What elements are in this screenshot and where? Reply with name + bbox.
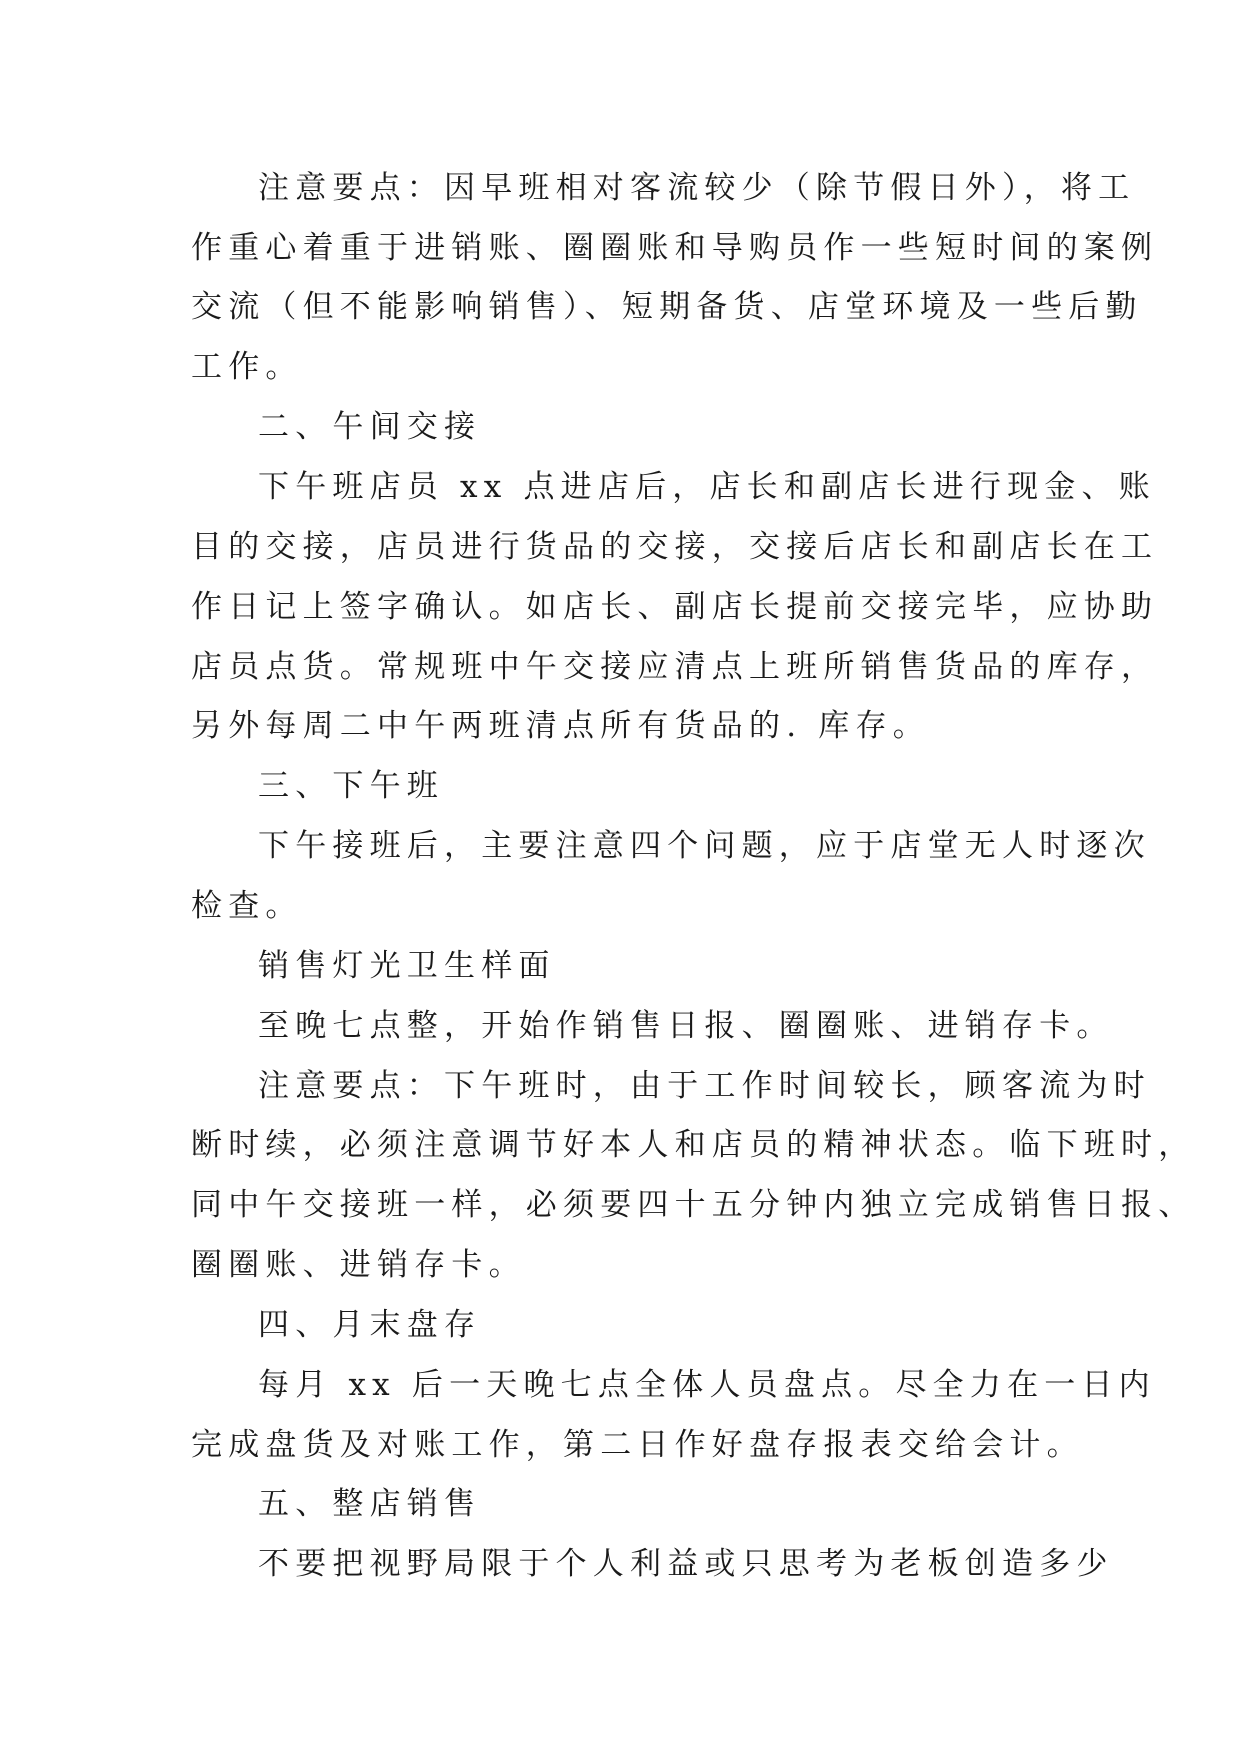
paragraph-line: 检查。 [191, 888, 303, 924]
paragraph-line: 同中午交接班一样，必须要四十五分钟内独立完成销售日报、 [191, 1187, 1196, 1223]
section-heading: 四、月末盘存 [258, 1307, 482, 1343]
paragraph-line: 店员点货。常规班中午交接应清点上班所销售货品的库存， [191, 649, 1159, 685]
paragraph-line: 注意要点：因早班相对客流较少（除节假日外），将工 [258, 170, 1136, 206]
paragraph-line: 不要把视野局限于个人利益或只思考为老板创造多少 [258, 1546, 1114, 1582]
paragraph-line: 作日记上签字确认。如店长、副店长提前交接完毕，应协助 [191, 589, 1159, 625]
paragraph-line: 工作。 [191, 349, 303, 385]
paragraph-line: 至晚七点整，开始作销售日报、圈圈账、进销存卡。 [258, 1008, 1114, 1044]
section-heading: 五、整店销售 [258, 1486, 482, 1522]
paragraph-line: 断时续，必须注意调节好本人和店员的精神状态。临下班时， [191, 1127, 1196, 1163]
paragraph-line: 目的交接，店员进行货品的交接，交接后店长和副店长在工 [191, 529, 1159, 565]
paragraph-line: 下午班店员 xx 点进店后，店长和副店长进行现金、账 [258, 469, 1156, 505]
paragraph-line: 完成盘货及对账工作，第二日作好盘存报表交给会计。 [191, 1427, 1084, 1463]
paragraph-line: 另外每周二中午两班清点所有货品的. 库存。 [191, 708, 930, 744]
paragraph-line: 注意要点：下午班时，由于工作时间较长，顾客流为时 [258, 1068, 1151, 1104]
paragraph-line: 下午接班后，主要注意四个问题，应于店堂无人时逐次 [258, 828, 1151, 864]
paragraph-line: 每月 xx 后一天晚七点全体人员盘点。尽全力在一日内 [258, 1367, 1156, 1403]
paragraph-line: 圈圈账、进销存卡。 [191, 1247, 526, 1283]
section-heading: 二、午间交接 [258, 409, 482, 445]
section-heading: 三、下午班 [258, 768, 444, 804]
paragraph-line: 交流（但不能影响销售）、短期备货、店堂环境及一些后勤 [191, 289, 1143, 325]
paragraph-line: 销售灯光卫生样面 [258, 948, 556, 984]
paragraph-line: 作重心着重于进销账、圈圈账和导购员作一些短时间的案例 [191, 230, 1159, 266]
